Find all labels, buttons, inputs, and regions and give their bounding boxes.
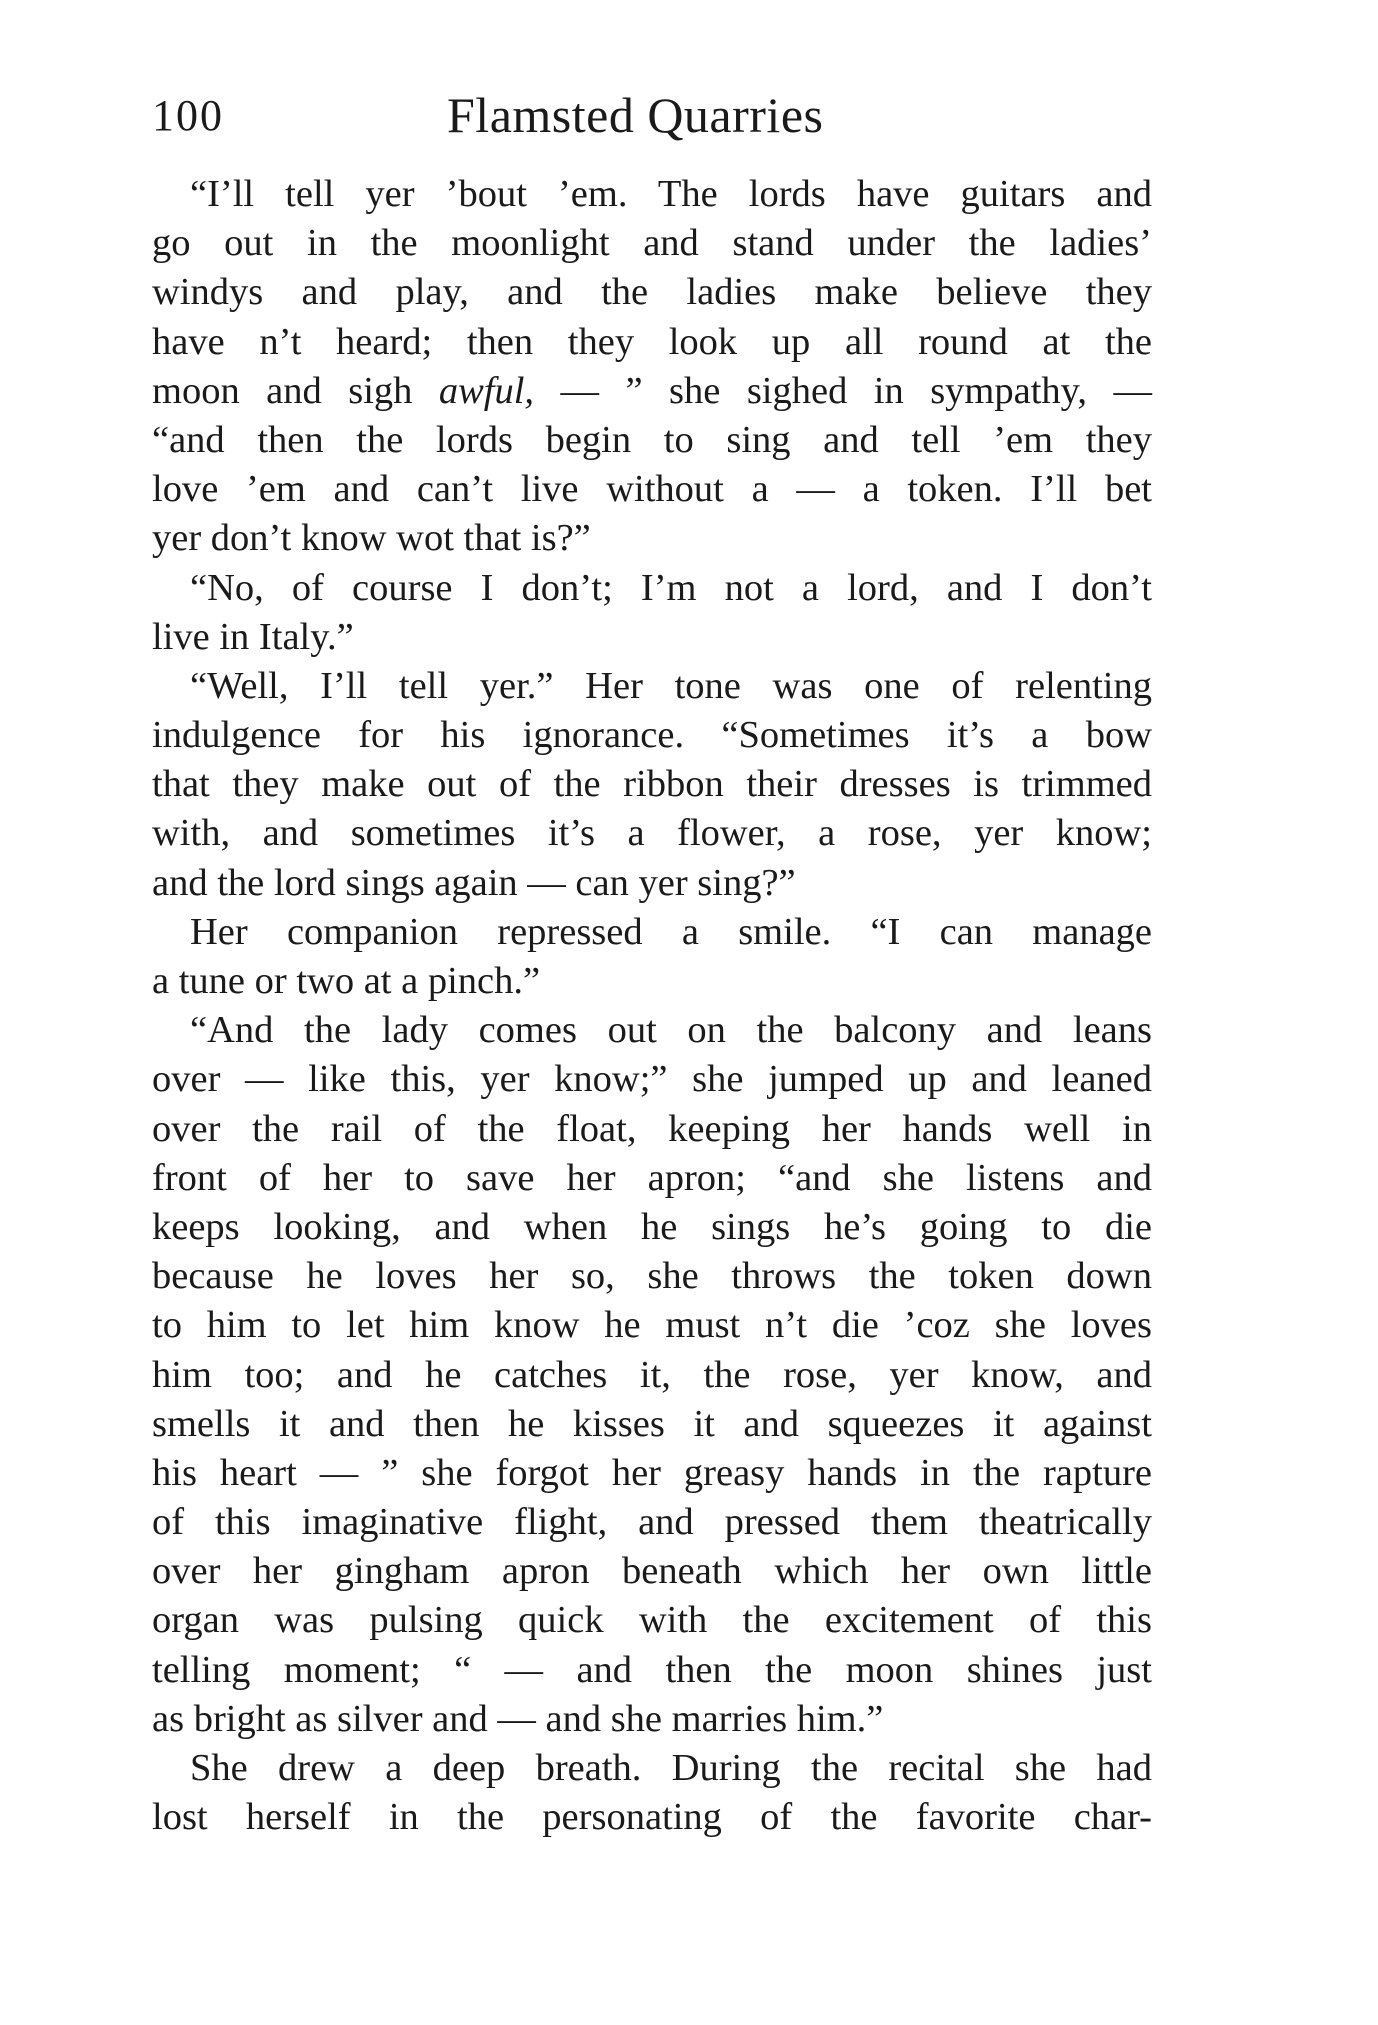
text-line: have n’t heard; then they look up all round at the — [152, 320, 1152, 363]
text-line: “And the lady comes out on the balcony and leans — [190, 1009, 1152, 1052]
italic-word: awful, — [438, 369, 535, 412]
text-line: over her gingham apron beneath which her own little — [152, 1550, 1152, 1593]
text-line: smells it and then he kisses it and squeezes it against — [152, 1402, 1152, 1445]
text-line: his heart — ” she forgot her greasy hands in the rapture — [152, 1451, 1152, 1494]
text-line: live in Italy.” — [152, 615, 354, 658]
text-line: She drew a deep breath. During the recital she had — [190, 1747, 1152, 1789]
text-line: and the lord sings again — can yer sing?” — [152, 861, 796, 904]
paragraph — [152, 1744, 1152, 1842]
text-line: with, and sometimes it’s a flower, a rose, yer know; — [152, 812, 1152, 855]
text-line: “Well, I’ll tell yer.” Her tone was one of relenting — [190, 664, 1152, 707]
paragraph — [152, 1006, 1152, 1744]
text-line: telling moment; “ — and then the moon shines just — [152, 1648, 1152, 1691]
text-line: go out in the moonlight and stand under the ladies’ — [152, 222, 1152, 265]
text-line: “I’ll tell yer ’bout ’em. The lords have guitars and — [190, 173, 1152, 215]
paragraph — [152, 908, 1152, 1006]
page-number: 100 — [152, 91, 224, 140]
text-line: “No, of course I don’t; I’m not a lord, and I don’t — [190, 566, 1152, 609]
text-line: that they make out of the ribbon their dresses is trimmed — [152, 763, 1152, 806]
text-line: a tune or two at a pinch.” — [152, 960, 541, 1002]
text-line: him too; and he catches it, the rose, yer know, and — [152, 1353, 1152, 1396]
text-line: of this imaginative flight, and pressed them theatrically — [152, 1501, 1152, 1544]
text-line: lost herself in the personating of the favorite char- — [152, 1796, 1152, 1839]
text-line: Her companion repressed a smile. “I can manage — [190, 910, 1152, 953]
text-line: as bright as silver and — and she marries him.” — [152, 1697, 884, 1740]
paragraph — [152, 564, 1152, 662]
paragraph — [152, 170, 1152, 564]
text-line: because he loves her so, she throws the token down — [152, 1255, 1152, 1298]
running-title: Flamsted Quarries — [447, 87, 824, 143]
text-line-with-italic: moon and sigh awful, — ” she sighed in sympathy, — — [152, 369, 1153, 412]
text-line: windys and play, and the ladies make believe they — [152, 271, 1152, 314]
text-line: organ was pulsing quick with the excitement of this — [152, 1599, 1152, 1642]
text-line: front of her to save her apron; “and she listens and — [152, 1156, 1152, 1199]
body-text — [152, 170, 1152, 1842]
text-line: love ’em and can’t live without a — a token. I’ll bet — [152, 468, 1152, 511]
text-line: over — like this, yer know;” she jumped up and leaned — [152, 1058, 1152, 1101]
text-line: over the rail of the float, keeping her hands well in — [152, 1107, 1152, 1150]
text-line: “and then the lords begin to sing and tell ’em they — [152, 418, 1152, 461]
text-line: indulgence for his ignorance. “Sometimes it’s a bow — [152, 714, 1152, 757]
text-line: to him to let him know he must n’t die ’coz she loves — [152, 1304, 1152, 1347]
text-line: keeps looking, and when he sings he’s going to die — [152, 1205, 1152, 1248]
running-head — [152, 86, 1252, 156]
paragraph — [152, 662, 1152, 908]
text-line: yer don’t know wot that is?” — [152, 517, 591, 560]
